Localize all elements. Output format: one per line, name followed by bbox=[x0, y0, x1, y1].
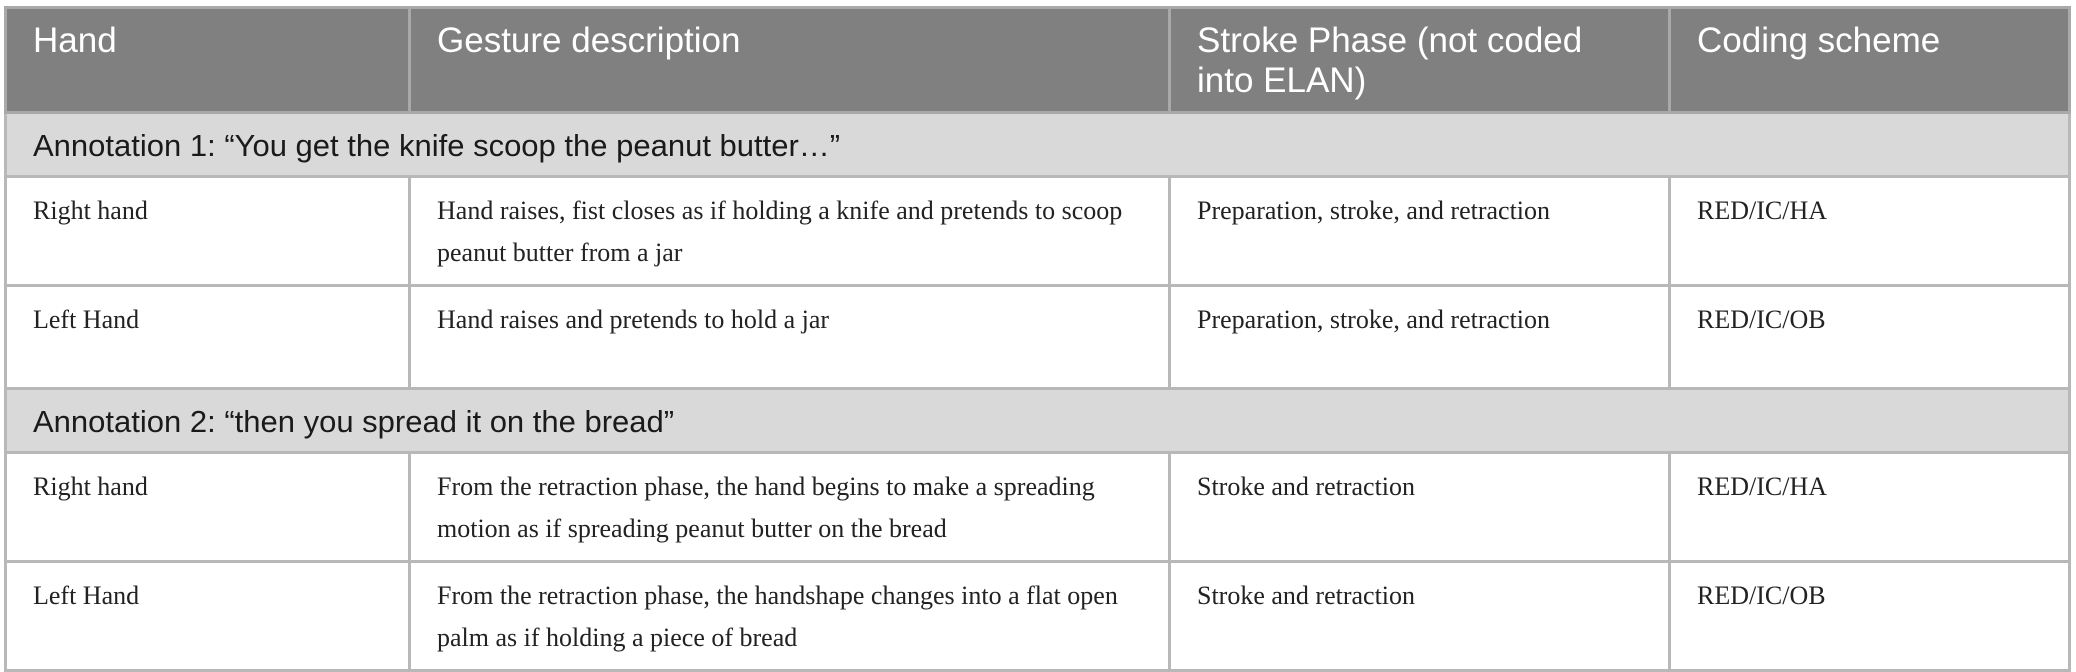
table-row bbox=[6, 562, 2070, 671]
cell-hand: Left Hand bbox=[6, 286, 410, 389]
cell-stroke-phase: Preparation, stroke, and retraction bbox=[1170, 286, 1670, 389]
header-stroke-phase: Stroke Phase (not coded into ELAN) bbox=[1170, 8, 1670, 113]
section-row-annotation-2 bbox=[6, 389, 2070, 453]
table-row bbox=[6, 453, 2070, 562]
section-title: Annotation 2: “then you spread it on the bread” bbox=[6, 389, 2070, 453]
cell-stroke-phase: Stroke and retraction bbox=[1170, 562, 1670, 671]
cell-hand: Right hand bbox=[6, 453, 410, 562]
header-hand: Hand bbox=[6, 8, 410, 113]
cell-gesture-description: Hand raises, fist closes as if holding a knife and pretends to scoop peanut butter from a jar bbox=[410, 177, 1170, 286]
section-title: Annotation 1: “You get the knife scoop the peanut butter…” bbox=[6, 113, 2070, 177]
cell-hand: Right hand bbox=[6, 177, 410, 286]
gesture-coding-table-container bbox=[4, 6, 2068, 672]
header-coding-scheme: Coding scheme bbox=[1670, 8, 2070, 113]
table-row bbox=[6, 286, 2070, 389]
table-body bbox=[6, 113, 2070, 671]
cell-coding-scheme: RED/IC/OB bbox=[1670, 562, 2070, 671]
cell-coding-scheme: RED/IC/HA bbox=[1670, 453, 2070, 562]
cell-stroke-phase: Preparation, stroke, and retraction bbox=[1170, 177, 1670, 286]
section-row-annotation-1 bbox=[6, 113, 2070, 177]
cell-coding-scheme: RED/IC/OB bbox=[1670, 286, 2070, 389]
table-header bbox=[6, 8, 2070, 113]
cell-gesture-description: From the retraction phase, the handshape changes into a flat open palm as if holding a piece of bread bbox=[410, 562, 1170, 671]
cell-stroke-phase: Stroke and retraction bbox=[1170, 453, 1670, 562]
header-gesture-description: Gesture description bbox=[410, 8, 1170, 113]
cell-gesture-description: Hand raises and pretends to hold a jar bbox=[410, 286, 1170, 389]
cell-coding-scheme: RED/IC/HA bbox=[1670, 177, 2070, 286]
cell-gesture-description: From the retraction phase, the hand begins to make a spreading motion as if spreading peanut butter on the bread bbox=[410, 453, 1170, 562]
header-row bbox=[6, 8, 2070, 113]
table-row bbox=[6, 177, 2070, 286]
gesture-coding-table bbox=[4, 6, 2071, 672]
cell-hand: Left Hand bbox=[6, 562, 410, 671]
